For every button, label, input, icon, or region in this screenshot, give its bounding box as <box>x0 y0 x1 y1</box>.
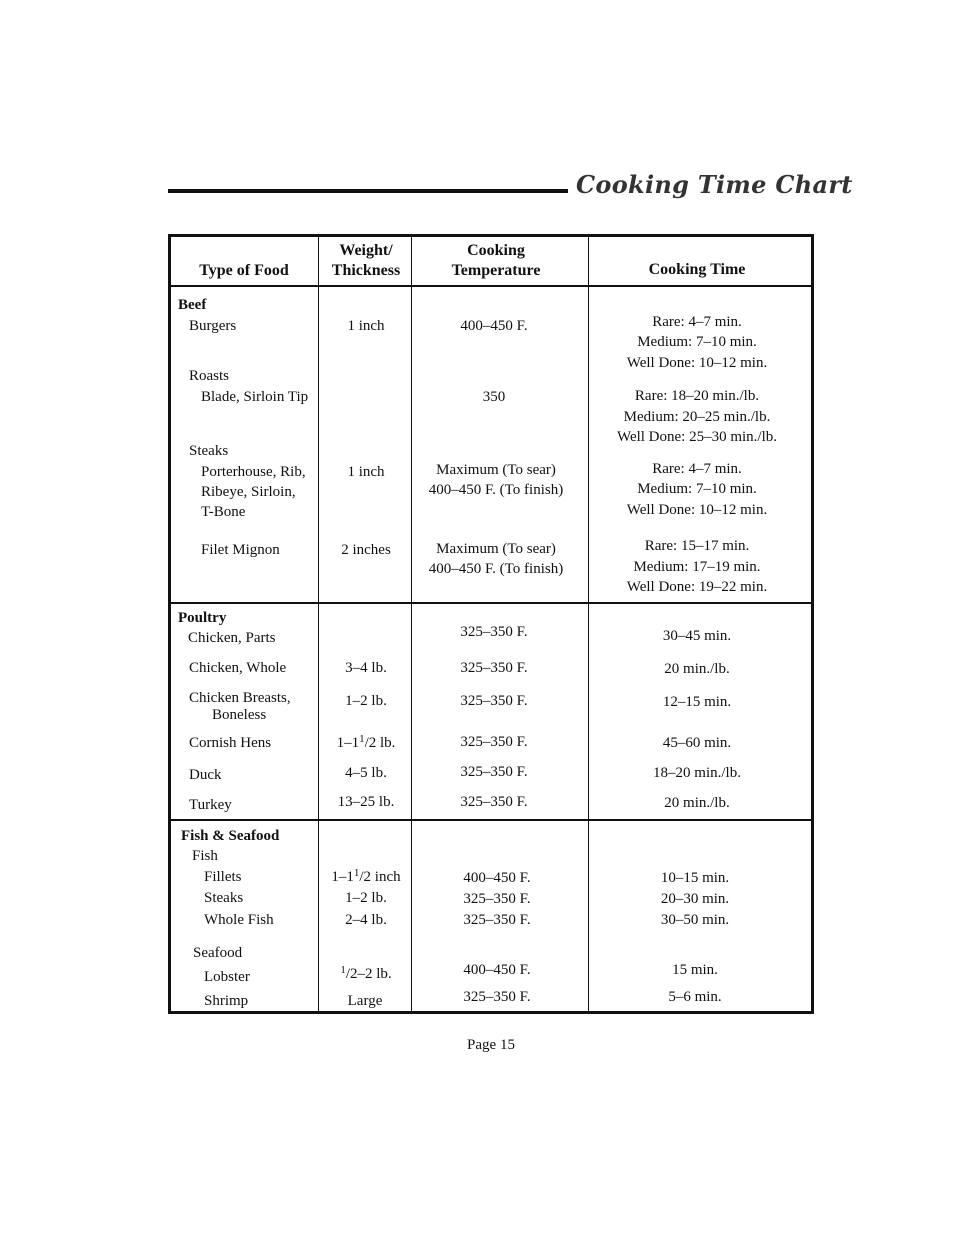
food-cornish-hens: Cornish Hens <box>189 735 272 751</box>
food-turkey: Turkey <box>189 797 232 813</box>
temp-lobster: 400–450 F. <box>463 962 531 978</box>
time-turkey: 20 min./lb. <box>664 795 730 811</box>
food-whole-fish: Whole Fish <box>204 912 274 928</box>
header-cooking-time: Cooking Time <box>648 261 746 278</box>
food-fish-fillets: Fillets <box>204 869 242 885</box>
temp-filet-finish: 400–450 F. (To finish) <box>428 561 564 577</box>
page-number: Page 15 <box>467 1037 515 1053</box>
temp-cornish-hens: 325–350 F. <box>460 734 528 750</box>
cooking-time-table <box>168 234 814 1014</box>
weight-turkey: 13–25 lb. <box>337 794 395 810</box>
section-label-poultry: Poultry <box>178 610 227 626</box>
temp-fish-steaks: 325–350 F. <box>463 891 531 907</box>
time-steaks-medium: Medium: 7–10 min. <box>637 481 757 497</box>
weight-duck: 4–5 lb. <box>345 765 387 781</box>
section-divider <box>171 602 811 604</box>
weight-burgers: 1 inch <box>347 318 385 334</box>
time-steaks-welldone: Well Done: 10–12 min. <box>626 502 768 518</box>
time-chicken-whole: 20 min./lb. <box>664 661 730 677</box>
column-divider <box>318 237 319 1011</box>
column-divider <box>411 237 412 1011</box>
food-steaks-cuts-3: T-Bone <box>201 504 246 520</box>
time-duck: 18–20 min./lb. <box>653 765 741 781</box>
food-chicken-whole: Chicken, Whole <box>189 660 287 676</box>
time-whole-fish: 30–50 min. <box>660 912 730 928</box>
time-filet-medium: Medium: 17–19 min. <box>633 559 761 575</box>
food-steaks: Steaks <box>189 443 229 459</box>
weight-lobster: $^1$/2–2 lb. <box>340 964 392 982</box>
time-burgers-rare: Rare: 4–7 min. <box>652 314 742 330</box>
temp-burgers: 400–450 F. <box>460 318 528 334</box>
header-weight-line2: Thickness <box>331 262 401 279</box>
food-shrimp: Shrimp <box>204 993 249 1009</box>
time-roasts-medium: Medium: 20–25 min./lb. <box>623 409 771 425</box>
weight-cornish-hens: $1-1^1/2$ lb. <box>336 733 396 751</box>
weight-filet-mignon: 2 inches <box>341 542 391 558</box>
weight-chicken-whole: 3–4 lb. <box>345 660 387 676</box>
food-chicken-breasts: Chicken Breasts, <box>189 690 291 706</box>
food-roasts-cuts: Blade, Sirloin Tip <box>201 389 309 405</box>
title-rule <box>168 189 568 193</box>
temp-filet-sear: Maximum (To sear) <box>436 541 556 557</box>
food-roasts: Roasts <box>189 368 230 384</box>
subsection-seafood: Seafood <box>193 945 243 961</box>
time-burgers-welldone: Well Done: 10–12 min. <box>626 355 768 371</box>
food-chicken-parts: Chicken, Parts <box>188 630 276 646</box>
weight-chicken-breasts: 1–2 lb. <box>345 693 387 709</box>
temp-turkey: 325–350 F. <box>460 794 528 810</box>
time-lobster: 15 min. <box>672 962 718 978</box>
food-fish-steaks: Steaks <box>204 890 244 906</box>
header-divider <box>171 285 811 287</box>
temp-whole-fish: 325–350 F. <box>463 912 531 928</box>
temp-shrimp: 325–350 F. <box>463 989 531 1005</box>
subsection-fish: Fish <box>192 848 218 864</box>
section-label-fish-seafood: Fish & Seafood <box>181 828 280 844</box>
weight-whole-fish: 2–4 lb. <box>345 912 387 928</box>
temp-duck: 325–350 F. <box>460 764 528 780</box>
weight-shrimp: Large <box>347 993 383 1009</box>
weight-steaks: 1 inch <box>347 464 385 480</box>
time-chicken-parts: 30–45 min. <box>662 628 732 644</box>
weight-fish-fillets: $1-1^1/2$ inch <box>331 867 401 885</box>
header-weight-line1: Weight/ <box>339 242 393 259</box>
column-divider <box>588 237 589 1011</box>
temp-roasts: 350 <box>482 389 506 405</box>
food-filet-mignon: Filet Mignon <box>201 542 280 558</box>
time-roasts-welldone: Well Done: 25–30 min./lb. <box>616 429 778 445</box>
section-divider <box>171 819 811 821</box>
time-steaks-rare: Rare: 4–7 min. <box>652 461 742 477</box>
food-lobster: Lobster <box>204 969 250 985</box>
time-fish-fillets: 10–15 min. <box>660 870 730 886</box>
food-chicken-breasts-boneless: Boneless <box>212 707 267 723</box>
header-temp-line1: Cooking <box>467 242 525 259</box>
section-label-beef: Beef <box>178 297 207 313</box>
time-fish-steaks: 20–30 min. <box>660 891 730 907</box>
temp-steaks-sear: Maximum (To sear) <box>436 462 556 478</box>
time-roasts-rare: Rare: 18–20 min./lb. <box>634 388 760 404</box>
temp-fish-fillets: 400–450 F. <box>463 870 531 886</box>
food-steaks-cuts-2: Ribeye, Sirloin, <box>201 484 296 500</box>
time-cornish-hens: 45–60 min. <box>662 735 732 751</box>
food-steaks-cuts-1: Porterhouse, Rib, <box>201 464 306 480</box>
weight-fish-steaks: 1–2 lb. <box>345 890 387 906</box>
header-type-of-food: Type of Food <box>199 262 289 279</box>
time-filet-welldone: Well Done: 19–22 min. <box>626 579 768 595</box>
time-burgers-medium: Medium: 7–10 min. <box>637 334 757 350</box>
food-duck: Duck <box>189 767 222 783</box>
time-filet-rare: Rare: 15–17 min. <box>644 538 750 554</box>
food-burgers: Burgers <box>189 318 237 334</box>
time-shrimp: 5–6 min. <box>668 989 722 1005</box>
temp-chicken-parts: 325–350 F. <box>460 624 528 640</box>
header-temp-line2: Temperature <box>451 262 541 279</box>
time-chicken-breasts: 12–15 min. <box>662 694 732 710</box>
temp-chicken-whole: 325–350 F. <box>460 660 528 676</box>
page-title: Cooking Time Chart <box>576 170 853 199</box>
temp-chicken-breasts: 325–350 F. <box>460 693 528 709</box>
temp-steaks-finish: 400–450 F. (To finish) <box>428 482 564 498</box>
